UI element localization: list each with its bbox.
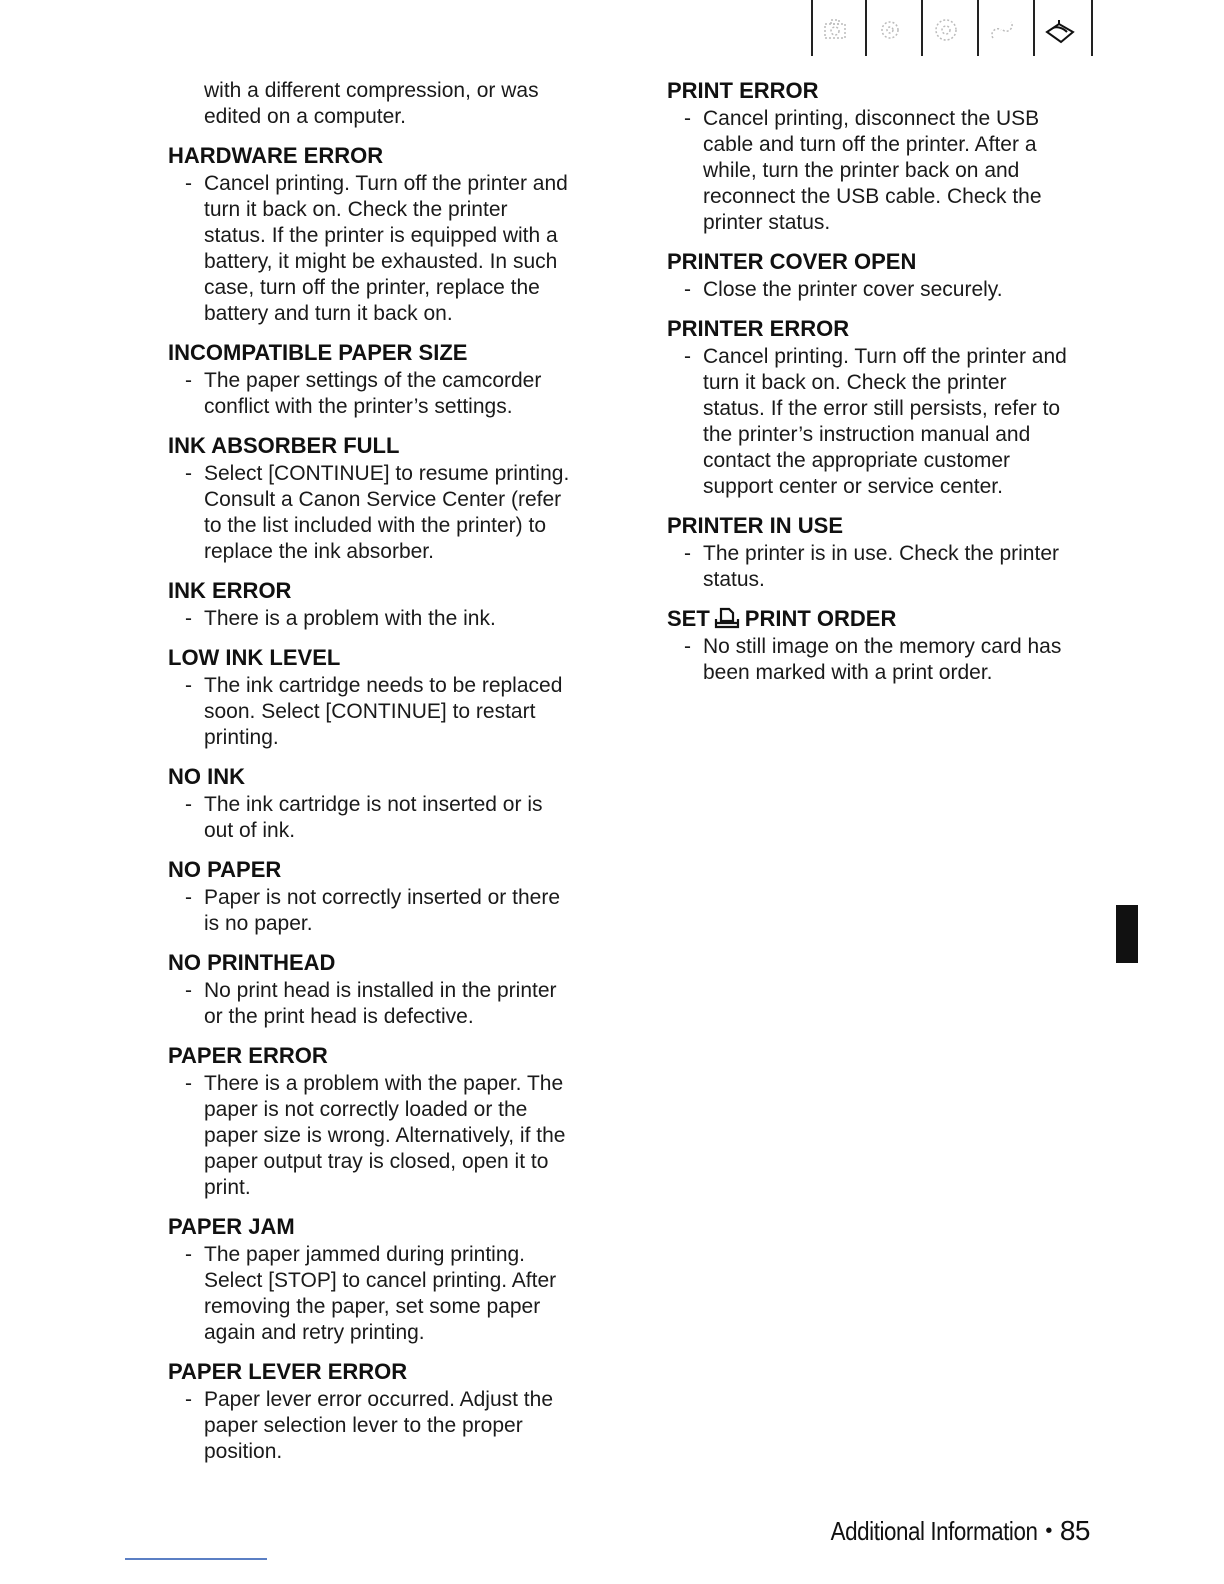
continuation-text — [168, 78, 608, 130]
description-line: No print head is installed in the printer — [204, 979, 557, 1002]
print-order-icon — [713, 607, 741, 629]
dash-marker: - — [684, 278, 691, 301]
error-entry — [667, 606, 1107, 686]
error-title: PRINT ERROR — [667, 78, 819, 103]
error-entry — [168, 857, 608, 937]
description-line: while, turn the printer back on and — [703, 159, 1020, 182]
description-line: paper selection lever to the proper — [204, 1414, 523, 1437]
description-line: printing. — [204, 726, 279, 749]
dash-marker: - — [185, 607, 192, 630]
description-line: paper output tray is closed, open it to — [204, 1150, 549, 1173]
left-column — [168, 78, 608, 1478]
nav-separator — [921, 0, 923, 56]
error-title: PRINTER COVER OPEN — [667, 249, 917, 274]
description-line: There is a problem with the ink. — [204, 607, 496, 630]
dash-marker: - — [684, 542, 691, 565]
error-entry — [667, 316, 1107, 500]
description-line: The paper jammed during printing. — [204, 1243, 526, 1266]
error-entry — [667, 249, 1107, 303]
dash-marker: - — [185, 1388, 192, 1411]
dash-marker: - — [185, 1243, 192, 1266]
dash-marker: - — [185, 462, 192, 485]
description-line: to the list included with the printer) to — [204, 514, 547, 537]
nav-separator — [1091, 0, 1093, 56]
description-line: or the print head is defective. — [204, 1005, 474, 1028]
nav-separator — [865, 0, 867, 56]
page-footer — [797, 1515, 1090, 1547]
dash-marker: - — [684, 107, 691, 130]
error-entry — [168, 1043, 608, 1201]
description-line: Consult a Canon Service Center (refer — [204, 488, 562, 511]
error-entry — [667, 513, 1107, 593]
description-line: conflict with the printer’s settings. — [204, 395, 513, 418]
description-line: battery and turn it back on. — [204, 302, 453, 325]
description-line: soon. Select [CONTINUE] to restart — [204, 700, 536, 723]
error-entry — [168, 143, 608, 327]
error-title: PAPER LEVER ERROR — [168, 1359, 408, 1384]
description-line: removing the paper, set some paper — [204, 1295, 541, 1318]
error-title: NO PAPER — [168, 857, 282, 882]
error-description — [168, 461, 608, 565]
description-line: turn it back on. Check the printer — [204, 198, 508, 221]
error-description — [168, 1071, 608, 1201]
nav-separator — [977, 0, 979, 56]
description-line: support center or service center. — [703, 475, 1003, 498]
error-entry — [168, 1214, 608, 1346]
description-line: replace the ink absorber. — [204, 540, 434, 563]
error-entry — [168, 433, 608, 565]
error-title-suffix: PRINT ORDER — [744, 606, 897, 631]
error-entry — [168, 645, 608, 751]
description-line: The ink cartridge needs to be replaced — [204, 674, 563, 697]
error-entry — [168, 764, 608, 844]
description-line: Close the printer cover securely. — [703, 278, 1003, 301]
error-title: NO INK — [168, 764, 245, 789]
error-title: PAPER JAM — [168, 1214, 295, 1239]
description-line: position. — [204, 1440, 283, 1463]
dash-marker: - — [185, 369, 192, 392]
error-description — [168, 1242, 608, 1346]
dash-marker: - — [185, 1072, 192, 1095]
error-description — [667, 277, 1107, 303]
description-line: contact the appropriate customer — [703, 449, 1011, 472]
description-line: turn it back on. Check the printer — [703, 371, 1007, 394]
settings-gear-icon — [873, 14, 907, 46]
error-entry — [168, 950, 608, 1030]
error-description — [168, 606, 608, 632]
description-line: been marked with a print order. — [703, 661, 993, 684]
error-title: PAPER ERROR — [168, 1043, 328, 1068]
description-line: Select [CONTINUE] to resume printing. — [204, 462, 570, 485]
error-title: NO PRINTHEAD — [168, 950, 336, 975]
error-description — [667, 106, 1107, 236]
error-description — [168, 1387, 608, 1465]
chapter-nav-strip — [805, 0, 1095, 58]
description-line: reconnect the USB cable. Check the — [703, 185, 1042, 208]
description-line: paper is not correctly loaded or the — [204, 1098, 528, 1121]
dash-marker: - — [684, 345, 691, 368]
nav-separator — [811, 0, 813, 56]
error-title — [667, 606, 1107, 632]
continuation-line: edited on a computer. — [204, 105, 406, 128]
error-title: PRINTER ERROR — [667, 316, 850, 341]
footer-bullet: • — [1045, 1520, 1052, 1542]
description-line: print. — [204, 1176, 251, 1199]
error-description — [667, 344, 1107, 500]
error-title-prefix: SET — [667, 606, 710, 631]
description-line: cable and turn off the printer. After a — [703, 133, 1037, 156]
chapter-side-marker — [1116, 905, 1138, 963]
dash-marker: - — [684, 635, 691, 658]
description-line: printer status. — [703, 211, 831, 234]
error-description — [168, 368, 608, 420]
right-column — [667, 78, 1107, 699]
error-description — [168, 885, 608, 937]
description-line: Cancel printing. Turn off the printer and — [703, 345, 1067, 368]
error-title: INK ABSORBER FULL — [168, 433, 400, 458]
error-description — [168, 978, 608, 1030]
nav-separator — [1033, 0, 1035, 56]
description-line: status. — [703, 568, 765, 591]
error-title: INCOMPATIBLE PAPER SIZE — [168, 340, 468, 365]
dash-marker: - — [185, 674, 192, 697]
description-line: There is a problem with the paper. The — [204, 1072, 564, 1095]
description-line: The paper settings of the camcorder — [204, 369, 542, 392]
description-line: The printer is in use. Check the printer — [703, 542, 1059, 565]
dash-marker: - — [185, 886, 192, 909]
error-description — [168, 171, 608, 327]
footer-section-title: Additional Information — [830, 1516, 1038, 1546]
error-entry — [168, 340, 608, 420]
description-line: case, turn off the printer, replace the — [204, 276, 540, 299]
description-line: The ink cartridge is not inserted or is — [204, 793, 543, 816]
description-line: paper size is wrong. Alternatively, if the — [204, 1124, 566, 1147]
description-line: again and retry printing. — [204, 1321, 425, 1344]
description-line: Paper lever error occurred. Adjust the — [204, 1388, 554, 1411]
continuation-line: with a different compression, or was — [204, 79, 539, 102]
error-entry — [667, 78, 1107, 236]
book-icon — [1043, 14, 1077, 46]
error-description — [667, 541, 1107, 593]
dash-marker: - — [185, 172, 192, 195]
page-number: 85 — [1059, 1515, 1090, 1546]
error-title: LOW INK LEVEL — [168, 645, 341, 670]
camera-icon — [819, 14, 853, 46]
error-title: INK ERROR — [168, 578, 292, 603]
description-line: No still image on the memory card has — [703, 635, 1062, 658]
description-line: is no paper. — [204, 912, 313, 935]
dash-marker: - — [185, 979, 192, 1002]
link-icon — [985, 14, 1019, 46]
error-entry — [168, 1359, 608, 1465]
description-line: status. If the printer is equipped with a — [204, 224, 558, 247]
description-line: out of ink. — [204, 819, 296, 842]
error-entry — [168, 578, 608, 632]
bottom-rule — [125, 1558, 267, 1560]
description-line: Paper is not correctly inserted or there — [204, 886, 560, 909]
description-line: Cancel printing, disconnect the USB — [703, 107, 1040, 130]
description-line: Cancel printing. Turn off the printer and — [204, 172, 568, 195]
error-description — [667, 634, 1107, 686]
description-line: Select [STOP] to cancel printing. After — [204, 1269, 557, 1292]
error-title: HARDWARE ERROR — [168, 143, 384, 168]
error-description — [168, 792, 608, 844]
description-line: the printer’s instruction manual and — [703, 423, 1031, 446]
description-line: battery, it might be exhausted. In such — [204, 250, 558, 273]
disc-icon — [929, 14, 963, 46]
error-title: PRINTER IN USE — [667, 513, 844, 538]
description-line: status. If the error still persists, refer to — [703, 397, 1061, 420]
error-description — [168, 673, 608, 751]
dash-marker: - — [185, 793, 192, 816]
